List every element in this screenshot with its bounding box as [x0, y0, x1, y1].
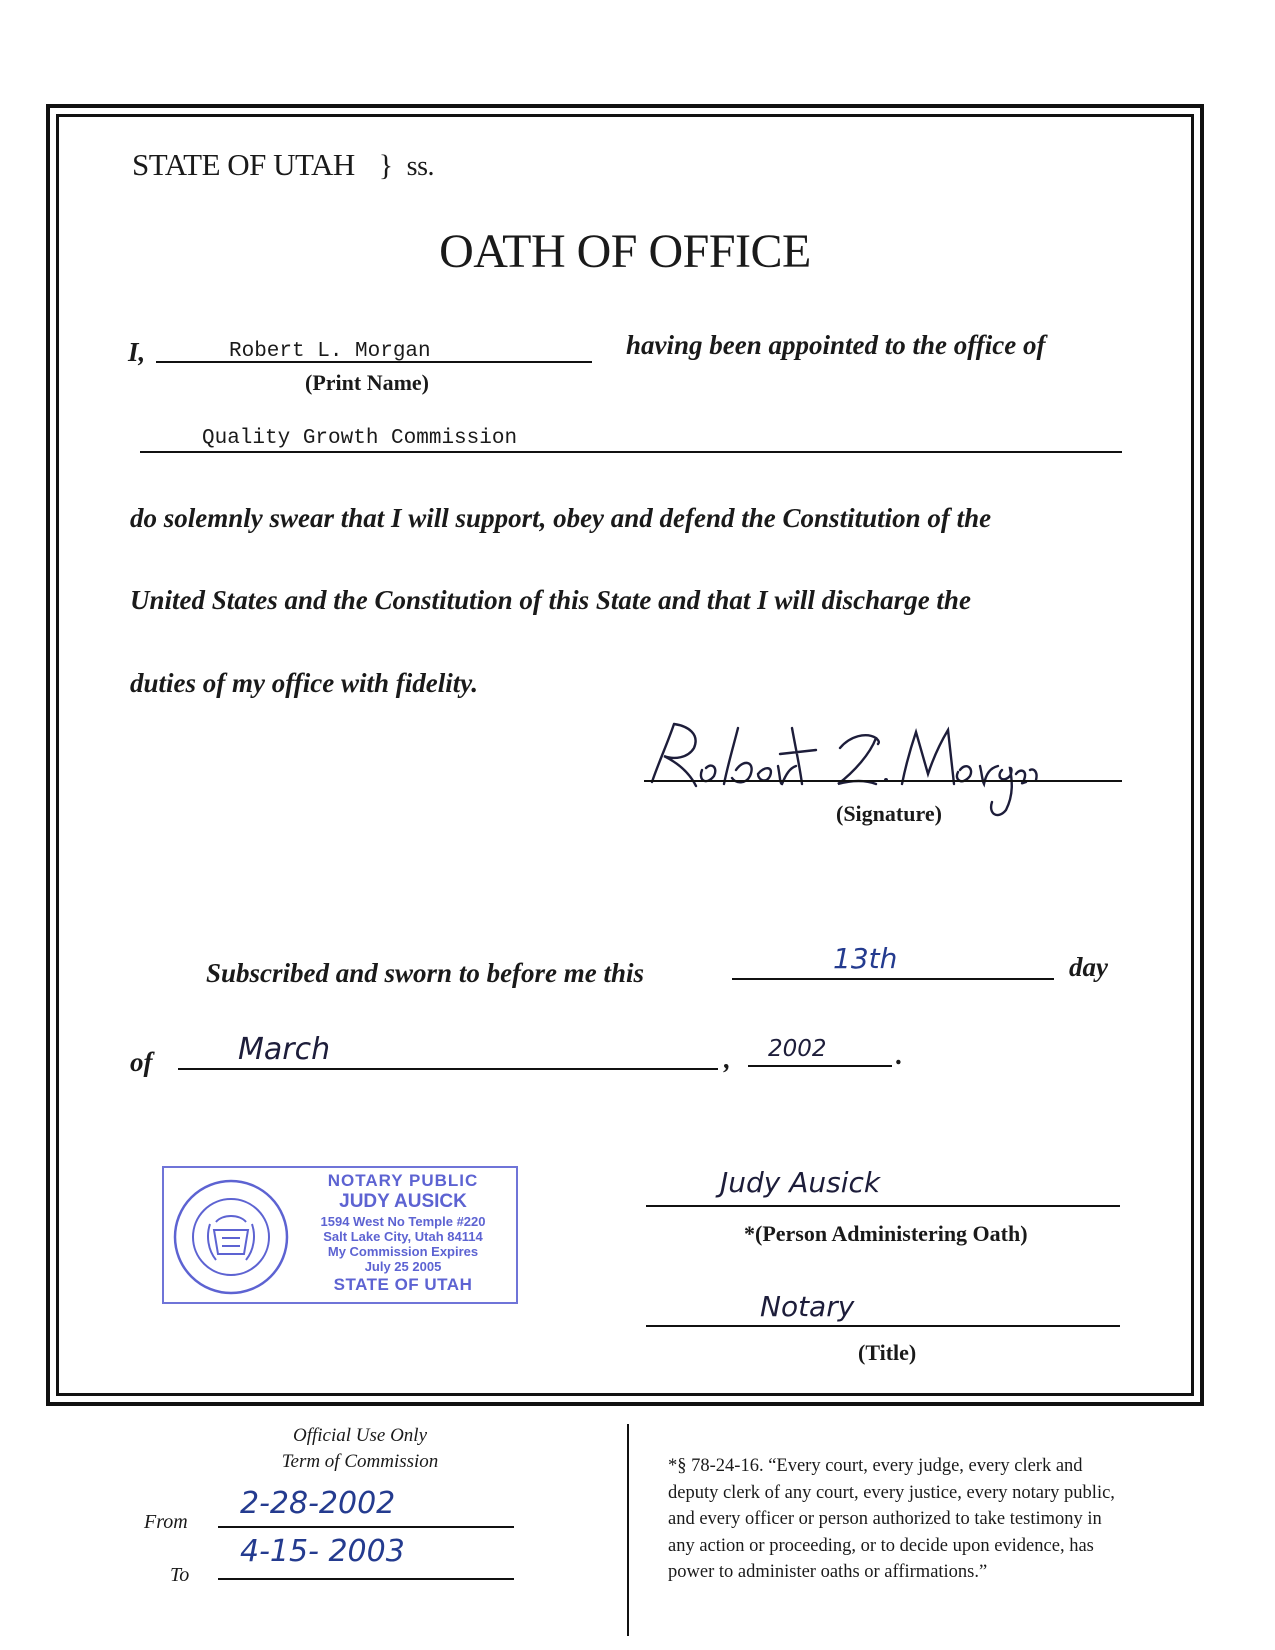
appointed-text: having been appointed to the office of — [626, 330, 1046, 360]
state-label: STATE OF UTAH — [132, 147, 355, 182]
name-value: Robert L. Morgan — [229, 340, 431, 363]
to-label: To — [170, 1564, 190, 1586]
statute-line-1: *§ 78-24-16. “Every court, every judge, every clerk and — [668, 1456, 1083, 1476]
state-seal-icon — [172, 1178, 290, 1296]
title-value: Notary — [760, 1290, 855, 1323]
notary-stamp — [162, 1166, 518, 1304]
year-line — [748, 1065, 892, 1067]
stamp-state: STATE OF UTAH — [333, 1275, 473, 1294]
term-of-commission-label: Term of Commission — [281, 1451, 439, 1472]
year-value: 2002 — [768, 1036, 827, 1062]
stamp-address: 1594 West No Temple #220 — [320, 1214, 486, 1229]
date-period: . — [896, 1040, 903, 1070]
administrator-signature: Judy Ausick — [720, 1166, 881, 1199]
month-value: March — [238, 1032, 331, 1067]
from-label: From — [144, 1511, 188, 1533]
footer-divider — [627, 1424, 629, 1636]
official-use-label: Official Use Only — [292, 1425, 428, 1446]
print-name-label: (Print Name) — [305, 370, 430, 395]
title-line — [646, 1325, 1120, 1327]
statute-line-2: deputy clerk of any court, every justice, every notary public, — [668, 1482, 1115, 1503]
statute-note — [668, 1453, 1208, 1586]
stamp-notary-public: NOTARY PUBLIC — [327, 1171, 479, 1190]
administrator-label: *(Person Administering Oath) — [744, 1221, 1028, 1246]
stamp-city: Salt Lake City, Utah 84114 — [323, 1229, 483, 1244]
of-label: of — [130, 1047, 153, 1077]
from-value: 2-28-2002 — [240, 1486, 396, 1521]
date-comma: , — [724, 1044, 731, 1074]
i-prefix: I, — [128, 337, 146, 367]
ss-label: ss. — [406, 151, 434, 182]
day-label: day — [1069, 952, 1108, 982]
signature-label: (Signature) — [836, 801, 942, 826]
from-line — [218, 1526, 514, 1528]
title-label: (Title) — [858, 1340, 917, 1365]
day-value: 13th — [833, 942, 898, 975]
to-value: 4-15- 2003 — [240, 1534, 405, 1569]
sworn-prefix: Subscribed and sworn to before me this — [206, 958, 645, 988]
stamp-expires-label: My Commission Expires — [327, 1244, 479, 1259]
office-line — [140, 451, 1122, 453]
to-line — [218, 1578, 514, 1580]
office-value: Quality Growth Commission — [202, 427, 518, 450]
oath-line-1: do solemnly swear that I will support, obey and defend the Constitution of the — [130, 503, 992, 533]
stamp-expires-date: July 25 2005 — [364, 1259, 442, 1274]
stamp-notary-name: JUDY AUSICK — [339, 1191, 467, 1212]
administrator-line — [646, 1205, 1120, 1207]
page-title: OATH OF OFFICE — [439, 225, 811, 278]
signature-line — [644, 780, 1122, 782]
month-line — [178, 1068, 718, 1070]
statute-line-4: any action or proceeding, or to decide upon evidence, has — [668, 1535, 1094, 1556]
oath-line-2: United States and the Constitution of this State and that I will discharge the — [130, 585, 971, 615]
oath-line-3: duties of my office with fidelity. — [130, 668, 478, 698]
day-line — [732, 978, 1054, 980]
venue-brace: } — [378, 149, 393, 182]
venue-header — [132, 147, 434, 183]
statute-line-3: and every officer or person authorized to take testimony in — [668, 1509, 1102, 1529]
statute-line-5: power to administer oaths or affirmations.” — [668, 1562, 988, 1582]
